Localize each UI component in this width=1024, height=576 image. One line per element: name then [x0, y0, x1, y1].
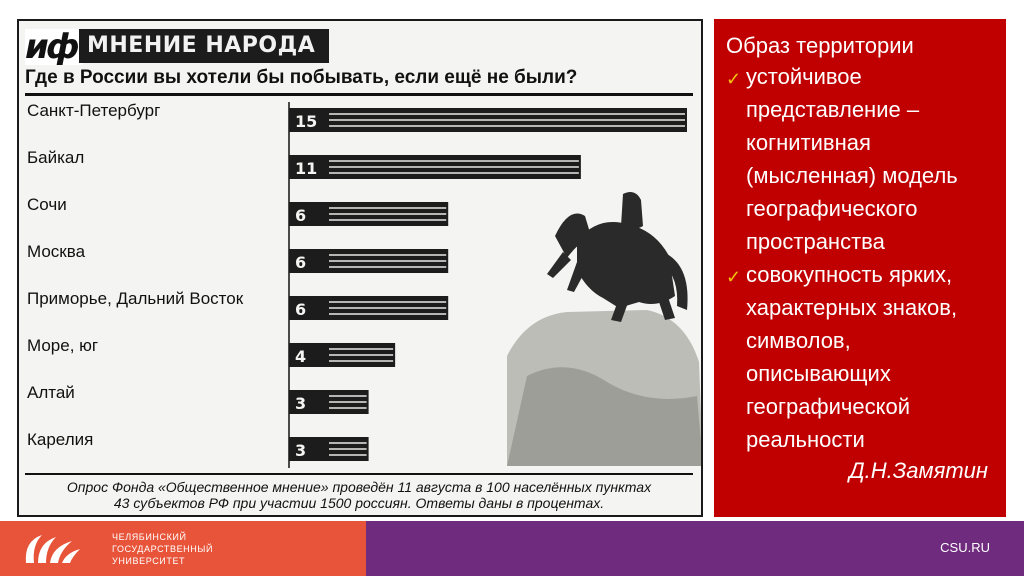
bar-value-label: 6 [295, 206, 307, 225]
university-name-line-2: ГОСУДАРСТВЕННЫЙ [112, 544, 214, 554]
newspaper-clipping [17, 19, 703, 517]
site-link[interactable]: CSU.RU [940, 540, 990, 555]
university-logo-icon [20, 529, 84, 569]
checkmark-icon: ✓ [726, 267, 742, 287]
category-label: Карелия [27, 430, 94, 449]
panel-title: Образ территории [726, 33, 914, 58]
footnote-line-1: Опрос Фонда «Общественное мнение» проведён 11 августа в 100 населённых пунктах [66, 479, 652, 495]
university-name [112, 531, 213, 567]
survey-footnote [25, 473, 693, 511]
bullet-text: устойчивое представление – когнитивная (мысленная) модель географического пространства [746, 64, 958, 254]
aif-logo: иф [25, 29, 83, 65]
bar-value-label: 3 [295, 394, 307, 413]
bar-value-label: 15 [295, 112, 318, 131]
bullet-item [726, 60, 996, 258]
definition-panel [714, 19, 1006, 517]
category-label: Алтай [27, 383, 75, 402]
bar-value-label: 3 [295, 441, 307, 460]
bar-value-label: 6 [295, 253, 307, 272]
category-label: Море, юг [27, 336, 99, 355]
bullet-text: совокупность ярких, характерных знаков, символов, описывающих географической реальности [746, 262, 958, 452]
category-label: Москва [27, 242, 86, 261]
footer-left [0, 521, 366, 576]
author-name: Д.Н.Замятин [849, 458, 988, 483]
chart-question: Где в России вы хотели бы побывать, если ещё не были? [25, 67, 693, 96]
category-label: Сочи [27, 195, 67, 214]
bar-value-label: 6 [295, 300, 307, 319]
bronze-horseman-image [507, 186, 703, 466]
category-label: Байкал [27, 148, 85, 167]
university-name-line-3: УНИВЕРСИТЕТ [112, 556, 186, 566]
bar-value-label: 4 [295, 347, 307, 366]
university-name-line-1: ЧЕЛЯБИНСКИЙ [112, 532, 187, 542]
footer-right [366, 521, 1024, 576]
horse-and-rider [547, 192, 688, 322]
footnote-line-2: 43 субъектов РФ при участии 1500 россиян. Ответы даны в процентах. [113, 495, 605, 511]
bar-value-label: 11 [295, 159, 318, 178]
category-label: Приморье, Дальний Восток [27, 289, 244, 308]
checkmark-icon: ✓ [726, 69, 742, 89]
bullet-item [726, 258, 996, 456]
category-label: Санкт-Петербург [27, 101, 161, 120]
brand-banner: МНЕНИЕ НАРОДА [79, 29, 329, 63]
